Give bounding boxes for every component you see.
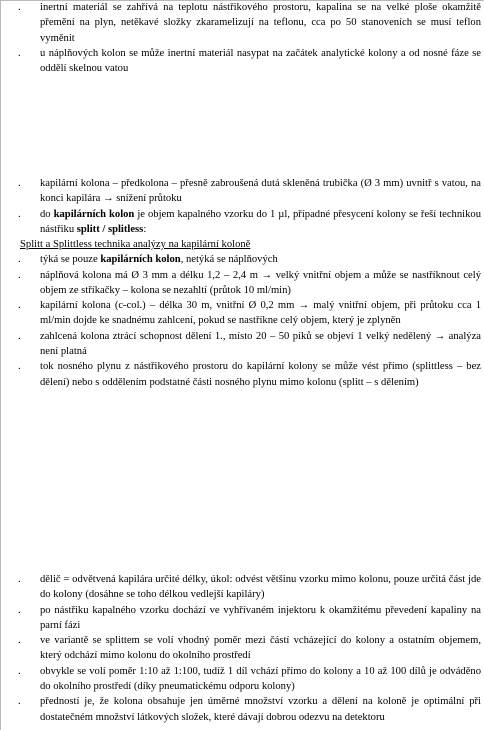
list-item-text-start: do <box>40 208 54 220</box>
section-splitter <box>0 572 484 725</box>
list-bullet: . <box>18 634 21 647</box>
list-item-text: po nástřiku kapalného vzorku dochází ve vyhřívaném injektoru k okamžitému převedení kapaliny na parní fázi <box>40 604 481 631</box>
list-bullet: . <box>18 177 21 189</box>
list-item <box>0 694 484 725</box>
list-item-text-end: , netýká se náplňových <box>180 254 278 266</box>
list-bullet: . <box>18 299 21 312</box>
bold-term: kapilárních kolon <box>100 254 181 266</box>
list-item <box>0 298 484 329</box>
list-item-text: kapilární kolona – předkolona – přesně zabroušená dutá skleněná trubička (Ø 3 mm) uvnitř s vatou, na konci kapilára → snížení průtoku <box>40 178 481 205</box>
section-splitt-splittless <box>0 237 484 390</box>
list-item-text: náplňová kolona má Ø 3 mm a délku 1,2 – 2,4 m → velký vnitřní objem a může se nastříknout celý objem ze stříkačky – kolona se nezahltí (průtok 10 ml/min) <box>40 269 481 296</box>
list-item <box>0 603 484 634</box>
list-item-text: zahlcená kolona ztrácí schopnost dělení 1., místo 20 – 50 píků se objeví 1 velký nedělený → analýza není platná <box>40 330 481 358</box>
list-item <box>0 268 484 299</box>
list-item <box>0 572 484 603</box>
list-bullet: . <box>18 268 21 281</box>
list-bullet: . <box>18 207 21 220</box>
list-bullet: . <box>18 603 21 616</box>
list-bullet: . <box>18 664 21 677</box>
list-item <box>0 46 484 77</box>
list-item-text: předností je, že kolona obsahuje jen úměrné množství vzorku a dělení na koloně je optimální při dostatečném množství látkových složek, které dávají dobrou odezvu na detektoru <box>40 696 481 723</box>
section-capillary-precolumn <box>0 176 484 237</box>
list-item-text: u náplňových kolon se může inertní materiál nasypat na začátek analytické kolony a od nosné fáze se oddělí skelnou vatou <box>40 47 481 75</box>
list-bullet: . <box>18 253 21 266</box>
list-item-text: ve variantě se splittem se volí vhodný poměr mezi částí vcházející do kolony a ostatním objemem, který odchází mimo kolonu do okolního prostředí <box>40 635 481 662</box>
list-item-text: dělič = odvětvená kapilára určité délky, úkol: odvést většinu vzorku mimo kolonu, pouze určitá část jde do kolony (dosáhne se toho délkou vedlejší kapiláry) <box>40 574 481 601</box>
bold-term: kapilárních kolon <box>53 208 135 220</box>
section-heading: Splitt a Splittless technika analýzy na kapilární koloně <box>20 239 251 250</box>
list-item <box>0 664 484 695</box>
list-item-text-middle: je objem kapalného vzorku do 1 µl, případné přesycení kolony se řeší technikou nástřiku <box>40 208 481 235</box>
list-item <box>0 633 484 664</box>
list-item-text: tok nosného plynu z nástřikového prostoru do kapilární kolony se může vést přímo (splittless – bez dělení) nebo s oddělením podstatné části nosného plynu mimo kolonu (splitt – s dělením) <box>40 361 481 388</box>
list-item <box>0 207 484 238</box>
list-item-text-start: týká se pouze <box>40 254 101 266</box>
list-bullet: . <box>18 695 21 708</box>
list-item <box>0 176 484 207</box>
list-bullet: . <box>18 573 21 585</box>
list-item-text: obvykle se volí poměr 1:10 až 1:100, tudíž 1 díl vchází přímo do kolony a 10 až 100 dílů je odváděno do okolního prostředí (díky pneumatickému odporu kolony) <box>40 665 481 693</box>
list-item-text-end: : <box>143 223 147 235</box>
list-item <box>0 329 484 360</box>
list-bullet: . <box>18 1 21 13</box>
list-item-text: inertní materiál se zahřívá na teplotu nástřikového prostoru, kapalina se na velké ploše okamžitě přemění na plyn, netěkavé složky zkaramelizují na teflonu, cca po 50 stanoveních se musí teflon vyměnit <box>40 2 481 44</box>
list-bullet: . <box>18 360 21 373</box>
list-item <box>0 0 484 46</box>
list-item <box>0 359 484 390</box>
list-bullet: . <box>18 46 21 59</box>
list-bullet: . <box>18 329 21 342</box>
section-injector-inert <box>0 0 484 76</box>
list-item-text: kapilární kolona (c-col.) – délka 30 m, vnitřní Ø 0,2 mm → malý vnitřní objem, při průtoku cca 1 ml/min dojde ke snadnému zahlcení, pokud se nastříkne celý objem, který je zplyněn <box>40 300 481 327</box>
list-item <box>0 252 484 267</box>
bold-term: splitt / splitless <box>76 223 144 235</box>
